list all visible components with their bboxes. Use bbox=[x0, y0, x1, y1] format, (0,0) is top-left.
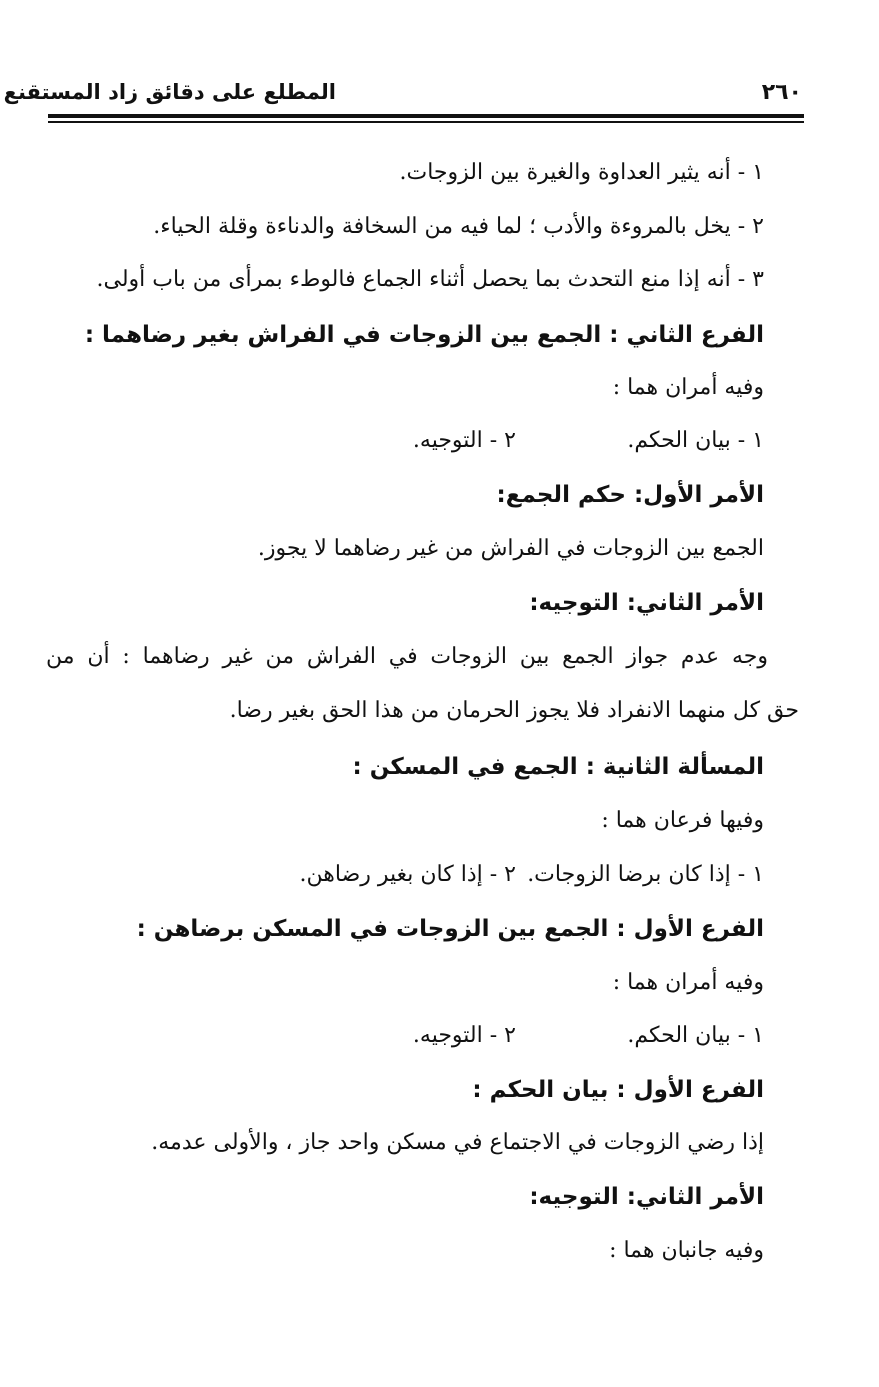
list-item-3: ٣ - أنه إذا منع التحدث بما يحصل أثناء الجماع فالوطء بمرأى من باب أولى. bbox=[96, 267, 764, 292]
two-item-row bbox=[52, 858, 764, 892]
paragraph-line: الجمع بين الزوجات في الفراش من غير رضاهما لا يجوز. bbox=[257, 536, 764, 561]
page-number: ٢٦٠ bbox=[761, 80, 802, 105]
list-item-2: ٢ - يخل بالمروءة والأدب ؛ لما فيه من السخافة والدناءة وقلة الحياء. bbox=[153, 214, 764, 239]
running-title: المطلع على دقائق زاد المستقنع bbox=[3, 80, 336, 104]
section-heading-tawjih: الأمر الثاني: التوجيه: bbox=[529, 1184, 764, 1210]
section-heading-far2: الفرع الثاني : الجمع بين الزوجات في الفراش بغير رضاهما : bbox=[84, 322, 764, 348]
paragraph-line: وجه عدم جواز الجمع بين الزوجات في الفراش من غير رضاهما : أن من bbox=[46, 644, 768, 669]
header-rule-thin bbox=[48, 121, 804, 123]
page-header bbox=[3, 78, 804, 110]
paragraph-line: وفيه جانبان هما : bbox=[609, 1238, 764, 1263]
header-rule-thick bbox=[48, 114, 804, 118]
list-item-b: ٢ - التوجيه. bbox=[412, 428, 516, 453]
list-item-a: ١ - بيان الحكم. bbox=[627, 428, 764, 453]
list-item-b: ٢ - إذا كان بغير رضاهن. bbox=[299, 862, 516, 887]
section-heading-amr1: الأمر الأول: حكم الجمع: bbox=[496, 482, 764, 508]
paragraph-line: وفيه أمران هما : bbox=[612, 375, 764, 400]
two-item-row bbox=[52, 424, 764, 458]
paragraph-line: وفيها فرعان هما : bbox=[601, 808, 764, 833]
section-heading-far1: الفرع الأول : الجمع بين الزوجات في المسكن برضاهن : bbox=[136, 916, 764, 942]
two-item-row bbox=[52, 1019, 764, 1053]
section-heading-amr2: الأمر الثاني: التوجيه: bbox=[529, 590, 764, 616]
paragraph-line: حق كل منهما الانفراد فلا يجوز الحرمان من هذا الحق بغير رضا. bbox=[229, 698, 799, 723]
section-heading-mas2: المسألة الثانية : الجمع في المسكن : bbox=[352, 754, 764, 780]
paragraph-line: إذا رضي الزوجات في الاجتماع في مسكن واحد جاز ، والأولى عدمه. bbox=[151, 1130, 764, 1155]
list-item-b: ٢ - التوجيه. bbox=[412, 1023, 516, 1048]
list-item-1: ١ - أنه يثير العداوة والغيرة بين الزوجات. bbox=[399, 160, 764, 185]
section-heading-hukm: الفرع الأول : بيان الحكم : bbox=[472, 1077, 764, 1103]
list-item-a: ١ - إذا كان برضا الزوجات. bbox=[527, 862, 764, 887]
paragraph-line: وفيه أمران هما : bbox=[612, 970, 764, 995]
list-item-a: ١ - بيان الحكم. bbox=[627, 1023, 764, 1048]
